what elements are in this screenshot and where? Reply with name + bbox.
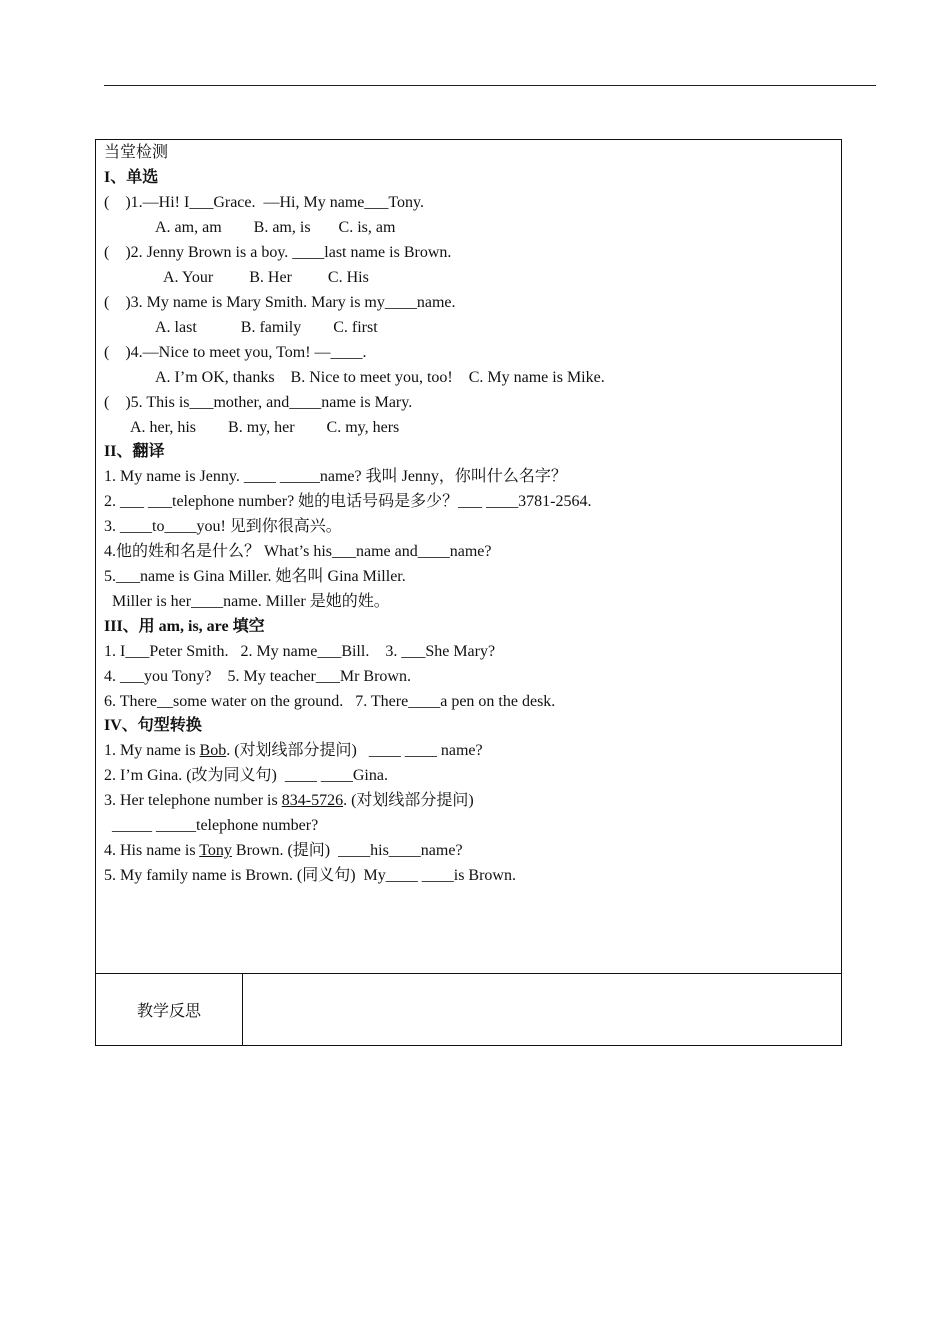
header-rule [104, 85, 876, 86]
translate-3: 3. ____to____you! 见到你很高兴。 [104, 518, 342, 535]
reflection-label: 教学反思 [96, 974, 243, 1045]
translate-4: 4.他的姓和名是什么？ What’s his___name and____name? [104, 543, 492, 560]
q5: ( )5. This is___mother, and____name is Mary. [104, 394, 413, 411]
part3-heading: III、用 am, is, are 填空 [104, 618, 265, 635]
underlined-name: Tony [199, 842, 232, 859]
q2: ( )2. Jenny Brown is a boy. ____last name is Brown. [104, 244, 452, 261]
fill-1: 1. I___Peter Smith. 2. My name___Bill. 3. ___She Mary? [104, 643, 496, 660]
underlined-number: 834-5726 [281, 792, 344, 809]
fill-3: 6. There__some water on the ground. 7. There____a pen on the desk. [104, 693, 556, 710]
transform-4: 4. His name is Tony Brown. (提问) ____his____name? [104, 842, 463, 859]
fill-2: 4. ___you Tony? 5. My teacher___Mr Brown. [104, 668, 411, 685]
reflection-area [243, 974, 841, 1045]
transform-5: 5. My family name is Brown. (同义句) My____ ____is Brown. [104, 867, 516, 884]
q5-options: A. her, his B. my, her C. my, hers [130, 419, 400, 436]
translate-2: 2. ___ ___telephone number? 她的电话号码是多少？___ ____3781-2564. [104, 493, 592, 510]
q1-options: A. am, am B. am, is C. is, am [155, 219, 396, 236]
translate-1: 1. My name is Jenny. ____ _____name? 我叫 Jenny，你叫什么名字？ [104, 468, 567, 485]
q4: ( )4.—Nice to meet you, Tom! —____. [104, 344, 367, 361]
part2-heading: II、翻译 [104, 443, 165, 460]
section-title: 当堂检测 [104, 144, 169, 161]
q2-options: A. Your B. Her C. His [163, 269, 369, 286]
transform-1: 1. My name is Bob. (对划线部分提问) ____ ____ name? [104, 742, 483, 759]
transform-2: 2. I’m Gina. (改为同义句) ____ ____Gina. [104, 767, 388, 784]
quiz-cell [96, 140, 841, 974]
transform-3: 3. Her telephone number is 834-5726. (对划线部分提问) [104, 792, 474, 809]
underlined-word: Bob [199, 742, 227, 759]
translate-6: Miller is her____name. Miller 是她的姓。 [112, 593, 390, 610]
worksheet-table [95, 139, 842, 1046]
q3: ( )3. My name is Mary Smith. Mary is my____name. [104, 294, 456, 311]
transform-3-answer: _____ _____telephone number? [112, 817, 319, 834]
q4-options: A. I’m OK, thanks B. Nice to meet you, too! C. My name is Mike. [155, 369, 605, 386]
part4-heading: IV、句型转换 [104, 717, 202, 734]
part1-heading: I、单选 [104, 169, 159, 186]
translate-5: 5.___name is Gina Miller. 她名叫 Gina Miller. [104, 568, 406, 585]
q3-options: A. last B. family C. first [155, 319, 378, 336]
q1: ( )1.—Hi! I___Grace. —Hi, My name___Tony. [104, 194, 424, 211]
